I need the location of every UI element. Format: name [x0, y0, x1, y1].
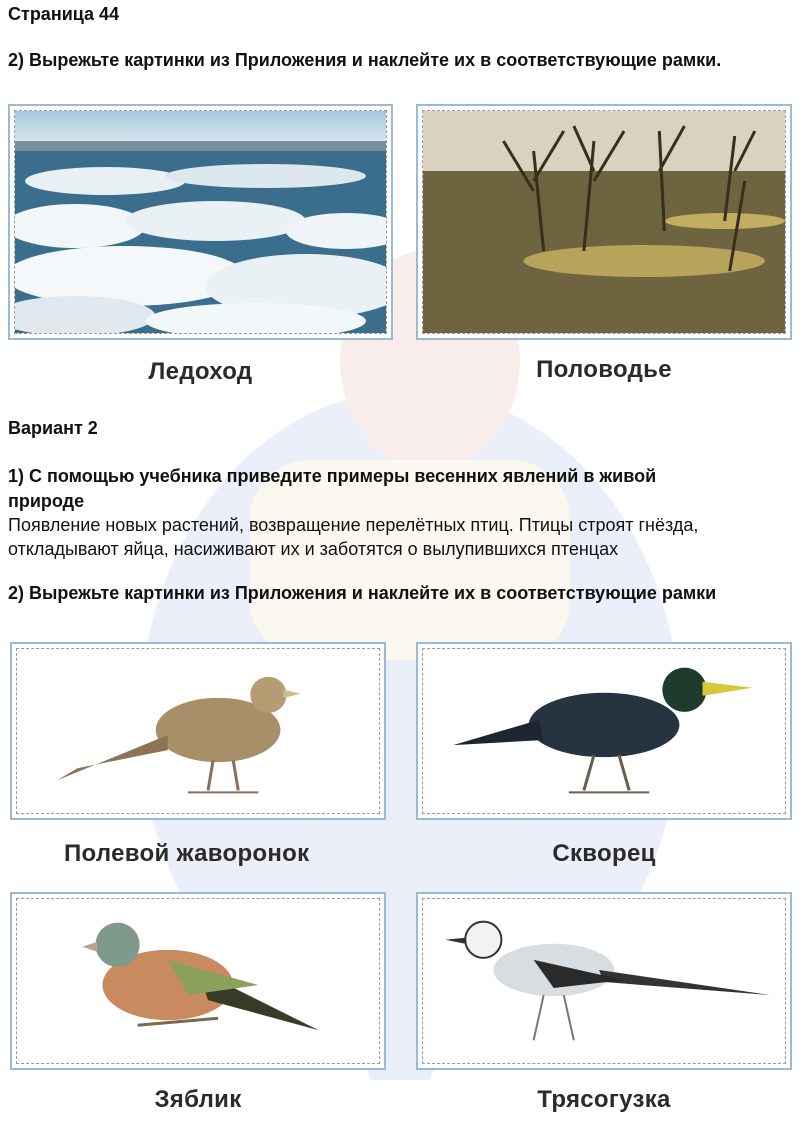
question1-heading-line2: природе: [8, 491, 85, 511]
chaffinch-caption: Зяблик: [154, 1086, 242, 1113]
ice-drift-picture: [14, 110, 387, 334]
flood-frame: [416, 104, 792, 340]
starling-picture: [422, 648, 786, 814]
skylark-picture: [16, 648, 380, 814]
starling-caption: Скворец: [552, 840, 656, 867]
top-task-heading: 2) Вырежьте картинки из Приложения и наклейте их в соответствующие рамки.: [8, 50, 722, 70]
question1-answer-line2: откладывают яйца, насиживают их и заботятся о вылупившихся птенцах: [8, 539, 619, 559]
starling-frame: [416, 642, 792, 820]
skylark-caption: Полевой жаворонок: [64, 840, 310, 867]
question1-answer-line1: Появление новых растений, возвращение перелётных птиц. Птицы строят гнёзда,: [8, 515, 699, 535]
ice-drift-frame: [8, 104, 393, 340]
variant-heading: Вариант 2: [8, 418, 98, 438]
flood-caption: Половодье: [536, 356, 672, 383]
chaffinch-frame: [10, 892, 386, 1070]
page-title: Страница 44: [8, 4, 120, 24]
wagtail-frame: [416, 892, 792, 1070]
question1-heading-line1: 1) С помощью учебника приведите примеры весенних явлений в живой: [8, 466, 657, 486]
wagtail-caption: Трясогузка: [537, 1086, 671, 1113]
wagtail-picture: [422, 898, 786, 1064]
chaffinch-picture: [16, 898, 380, 1064]
skylark-frame: [10, 642, 386, 820]
flood-picture: [422, 110, 786, 334]
question2-heading: 2) Вырежьте картинки из Приложения и наклейте их в соответствующие рамки: [8, 583, 717, 603]
ice-drift-caption: Ледоход: [148, 358, 253, 385]
